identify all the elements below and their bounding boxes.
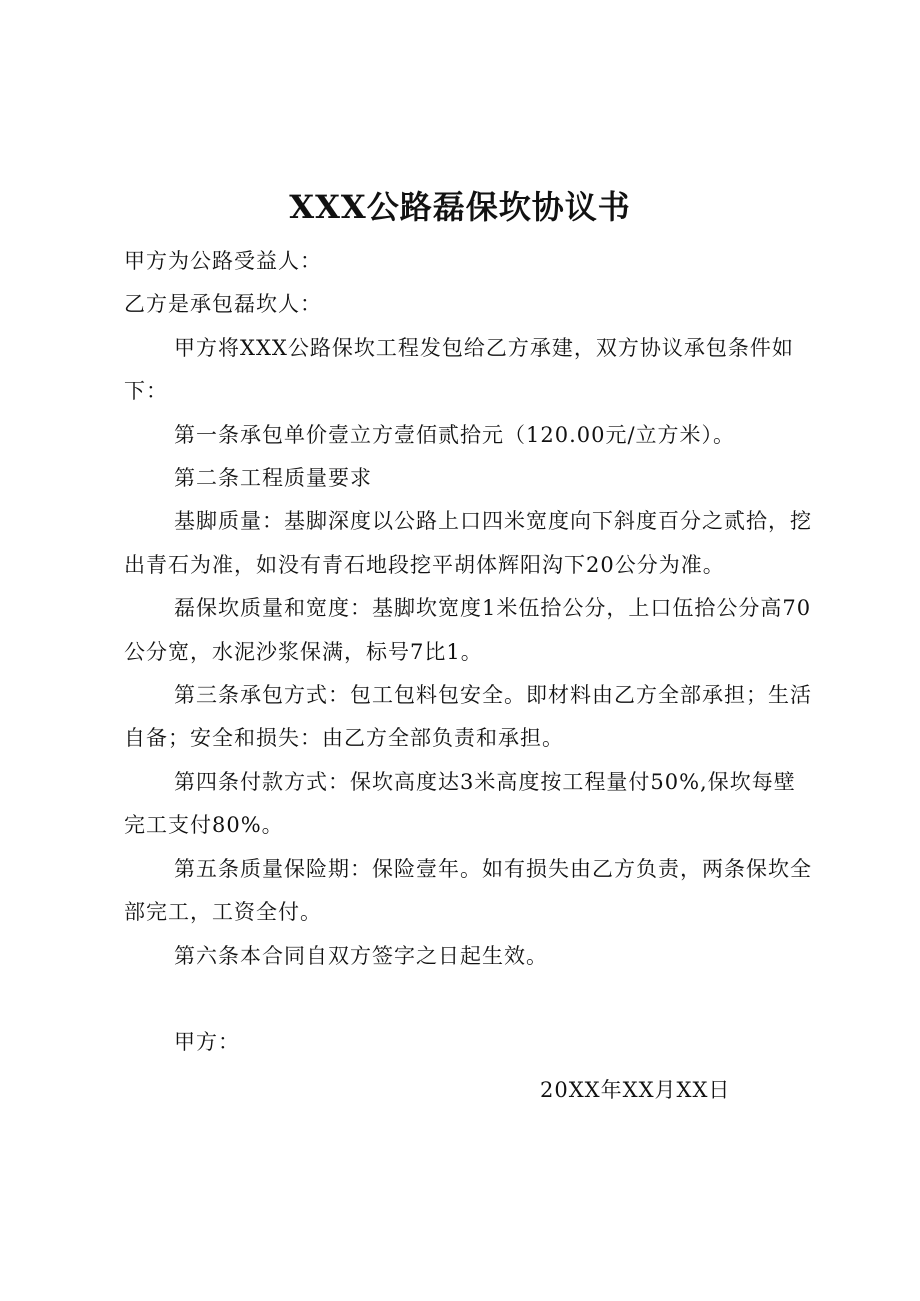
article-3: 第三条承包方式：包工包料包安全。即材料由乙方全部承担；生活自备；安全和损失：由乙方全部负责和承担。 xyxy=(124,683,812,751)
article-6: 第六条本合同自双方签字之日起生效。 xyxy=(174,943,548,968)
wall-quality-paragraph: 磊保坎质量和宽度：基脚坎宽度1米伍拾公分，上口伍拾公分高70公分宽，水泥沙浆保满，标号7比1。 xyxy=(124,596,812,664)
article-4: 第四条付款方式：保坎高度达3米高度按工程量付50%,保坎每壁完工支付80%。 xyxy=(124,769,796,838)
party-b-line: 乙方是承包磊坎人： xyxy=(124,292,322,317)
foundation-quality-paragraph: 基脚质量：基脚深度以公路上口四米宽度向下斜度百分之贰拾，挖出青石为准，如没有青石地段挖平胡体辉阳沟下20公分为准。 xyxy=(124,509,812,577)
party-a-line: 甲方为公路受益人： xyxy=(124,249,322,273)
article-5: 第五条质量保险期：保险壹年。如有损失由乙方负责，两条保坎全部完工，工资全付。 xyxy=(124,856,812,925)
document-body xyxy=(124,240,814,978)
article-1: 第一条承包单价壹立方壹佰贰拾元（120.00元/立方米）。 xyxy=(174,422,736,447)
article-2-heading: 第二条工程质量要求 xyxy=(174,466,372,491)
intro-paragraph: 甲方将XXX公路保坎工程发包给乙方承建，双方协议承包条件如下： xyxy=(124,335,794,404)
document-title: XXX公路磊保坎协议书 xyxy=(289,188,631,226)
party-a-signature-label: 甲方： xyxy=(174,1030,240,1054)
signature-date: 20XX年XX月XX日 xyxy=(540,1078,731,1102)
